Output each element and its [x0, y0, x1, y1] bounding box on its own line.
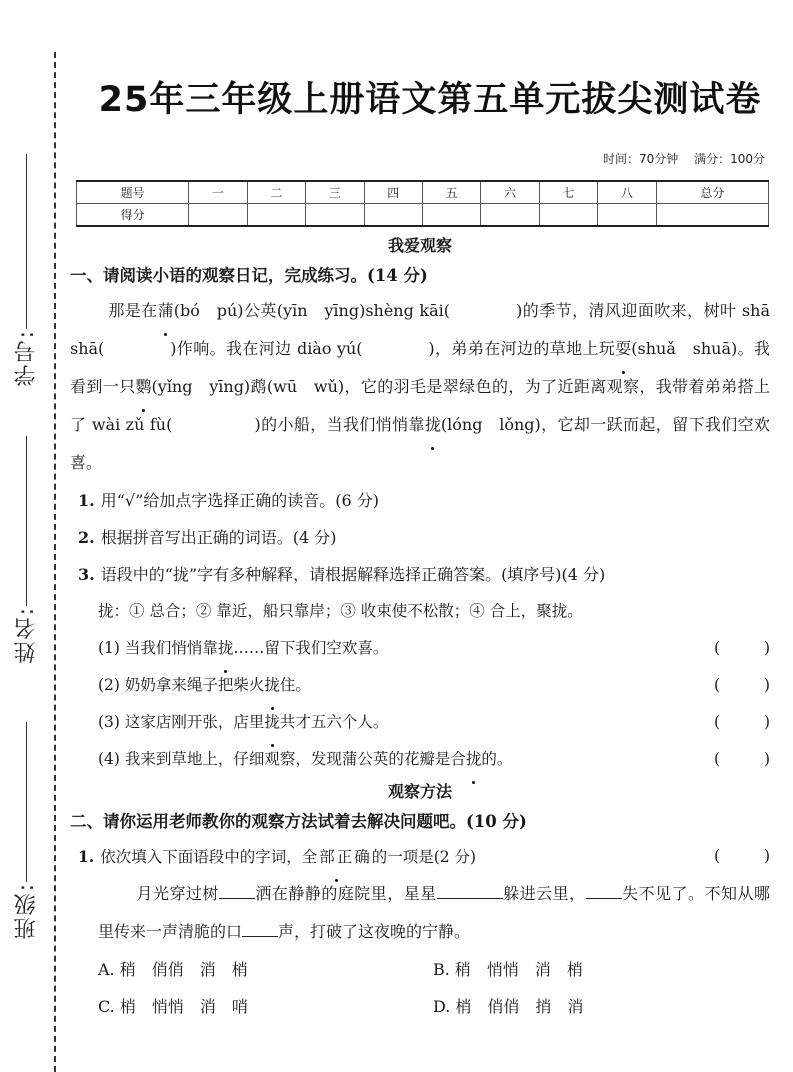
col-header: 三: [306, 181, 364, 204]
score-cell[interactable]: [481, 204, 539, 227]
question-text: 依次填入下面语段中的字词，: [100, 848, 302, 866]
sub-question-text: 共才五六个人。: [279, 713, 389, 731]
sub-question: [70, 704, 770, 741]
question-number: 1.: [78, 847, 95, 866]
question-text: 根据拼音写出正确的词语。(4 分): [100, 528, 337, 547]
options-row: [70, 988, 770, 1025]
score-cell[interactable]: [247, 204, 305, 227]
score-table: [76, 180, 769, 227]
paren-close: ): [763, 847, 770, 865]
dotted-char: 拢: [425, 406, 441, 444]
definition-line: 拢：① 总合；② 靠近，船只靠岸；③ 收束使不松散；④ 合上，聚拢。: [98, 602, 583, 620]
col-header: 一: [189, 181, 247, 204]
sub-question-text: (4) 我来到草地上，仔细观察，发现蒲公英的花瓣是合: [98, 750, 466, 768]
options-row: [70, 951, 770, 988]
score-cell[interactable]: [364, 204, 422, 227]
score-table-header-row: [77, 181, 769, 204]
dotted-char: 耍: [615, 330, 631, 368]
fill-blank[interactable]: [219, 884, 255, 899]
question-1-methods: [70, 838, 770, 875]
reading-passage: [70, 292, 770, 482]
name-label: 姓名:: [13, 606, 39, 664]
sub-question-text: 的。: [481, 750, 513, 768]
option-b[interactable]: B. 稍 悄悄 消 梢: [433, 960, 583, 979]
student-number-blank[interactable]: [26, 154, 27, 329]
paren-open: (: [714, 713, 721, 731]
question-3: [70, 556, 770, 593]
passage-text: (yǐng yīng)鹉(wū wǔ)，它的羽毛是翠绿色的，为了近距离观察，我带着弟弟搭上了 wài zǔ fù( )的小船，当我们悄悄靠: [70, 377, 770, 434]
student-number-label: 学号:: [13, 329, 39, 387]
answer-parentheses[interactable]: [714, 741, 770, 778]
fill-blank[interactable]: [437, 884, 503, 899]
option-c[interactable]: C. 梢 悄悄 消 哨: [98, 997, 248, 1016]
paren-open: (: [714, 676, 721, 694]
part-one-title: 一、请阅读小语的观察日记，完成练习。(14 分): [70, 266, 428, 285]
score-cell-total[interactable]: [656, 204, 768, 227]
section-heading: 我爱观察: [387, 236, 452, 255]
col-header-total: 总分: [656, 181, 768, 204]
binding-dashed-line: [54, 52, 56, 1072]
option-a[interactable]: A. 稍 俏俏 消 梢: [98, 960, 248, 979]
section-heading: 观察方法: [387, 782, 452, 801]
name-field[interactable]: [4, 432, 48, 663]
passage-text: 失不见了。不知从哪里传来一声清脆的口: [98, 884, 770, 941]
passage-text: (lóng lǒng)，它却一跃而起，留下我们空欢喜。: [70, 415, 770, 472]
question-1: [70, 482, 770, 519]
part-two-title: 二、请你运用老师教你的观察方法试着去解决问题吧。(10 分): [70, 812, 527, 831]
dotted-char: 拢: [264, 667, 280, 704]
student-number-field[interactable]: [4, 150, 48, 386]
question-2: [70, 519, 770, 556]
passage-text: (bó pú)公英(yīn yīng)shèng kāi( )的季节，清风迎面吹来，树叶 shā shā( )作响。我在河边 diào yú( )，弟弟在河边的草地上玩: [70, 301, 770, 358]
exam-content: [70, 232, 770, 1025]
exam-time: 时间：70分钟: [602, 152, 679, 166]
dotted-char: 蒲: [158, 292, 174, 330]
question-text: 用“√”给加点字选择正确的读音。(6 分): [100, 491, 380, 510]
exam-title: 25年三年级上册语文第五单元拔尖测试卷: [98, 80, 762, 120]
class-field[interactable]: [4, 718, 48, 939]
sub-question-text: (3) 这家店刚开张，店里: [98, 713, 265, 731]
paren-close: ): [763, 713, 770, 731]
col-header: 六: [481, 181, 539, 204]
sub-question: [70, 630, 770, 667]
col-header: 五: [422, 181, 480, 204]
fill-in-passage: [70, 875, 770, 951]
passage-text: 那是在: [108, 301, 158, 320]
row-header-question: 题号: [77, 181, 189, 204]
name-blank[interactable]: [26, 436, 27, 606]
sub-question-text: ……留下我们空欢喜。: [233, 639, 389, 657]
question-text: 语段中的“拢”字有多种解释，请根据解释选择正确答案。(填序号)(4 分): [100, 565, 606, 584]
passage-text: (shuǎ shuā)。我看到一只: [70, 339, 770, 396]
sub-question-text: 住。: [279, 676, 311, 694]
sub-question-text: (2) 奶奶拿来绳子把柴火: [98, 676, 265, 694]
col-header: 七: [539, 181, 597, 204]
passage-text: 月光穿过树: [136, 884, 219, 903]
answer-parentheses[interactable]: [714, 667, 770, 704]
answer-parentheses[interactable]: [714, 630, 770, 667]
score-cell[interactable]: [598, 204, 656, 227]
passage-text: 声，打破了这夜晚的宁静。: [278, 922, 471, 941]
paren-close: ): [763, 676, 770, 694]
paren-close: ): [763, 750, 770, 768]
paren-open: (: [714, 750, 721, 768]
sub-question-text: (1) 当我们悄悄靠: [98, 639, 218, 657]
score-table-score-row: [77, 204, 769, 227]
dotted-char: 拢: [466, 741, 482, 778]
question-number: 2.: [78, 528, 95, 547]
col-header: 二: [247, 181, 305, 204]
score-cell[interactable]: [189, 204, 247, 227]
score-cell[interactable]: [422, 204, 480, 227]
sub-question: [70, 667, 770, 704]
score-cell[interactable]: [539, 204, 597, 227]
sub-question: [70, 741, 770, 778]
answer-parentheses[interactable]: [714, 838, 770, 875]
col-header: 八: [598, 181, 656, 204]
class-label: 班级:: [13, 882, 39, 940]
dotted-char: 鹦: [136, 368, 152, 406]
paren-open: (: [714, 639, 721, 657]
question-text: 的一项是(2 分): [371, 848, 477, 866]
paren-close: ): [763, 639, 770, 657]
exam-full-score: 满分：100分: [694, 152, 765, 166]
question-number: 3.: [78, 565, 95, 584]
class-blank[interactable]: [26, 722, 27, 882]
fill-blank[interactable]: [586, 884, 622, 899]
passage-text: 洒在静静的庭院里，星星: [254, 884, 437, 903]
dotted-char: 全部正确: [302, 839, 372, 876]
fill-blank[interactable]: [242, 922, 278, 937]
row-header-score: 得分: [77, 204, 189, 227]
col-header: 四: [364, 181, 422, 204]
passage-text: 躲进云里，: [502, 884, 586, 903]
question-number: 1.: [78, 491, 95, 510]
dotted-char: 拢: [218, 630, 234, 667]
paren-open: (: [714, 847, 721, 865]
score-cell[interactable]: [306, 204, 364, 227]
exam-meta: [603, 150, 765, 167]
option-d[interactable]: D. 梢 俏俏 捎 消: [433, 997, 584, 1016]
dotted-char: 拢: [264, 704, 280, 741]
answer-parentheses[interactable]: [714, 704, 770, 741]
